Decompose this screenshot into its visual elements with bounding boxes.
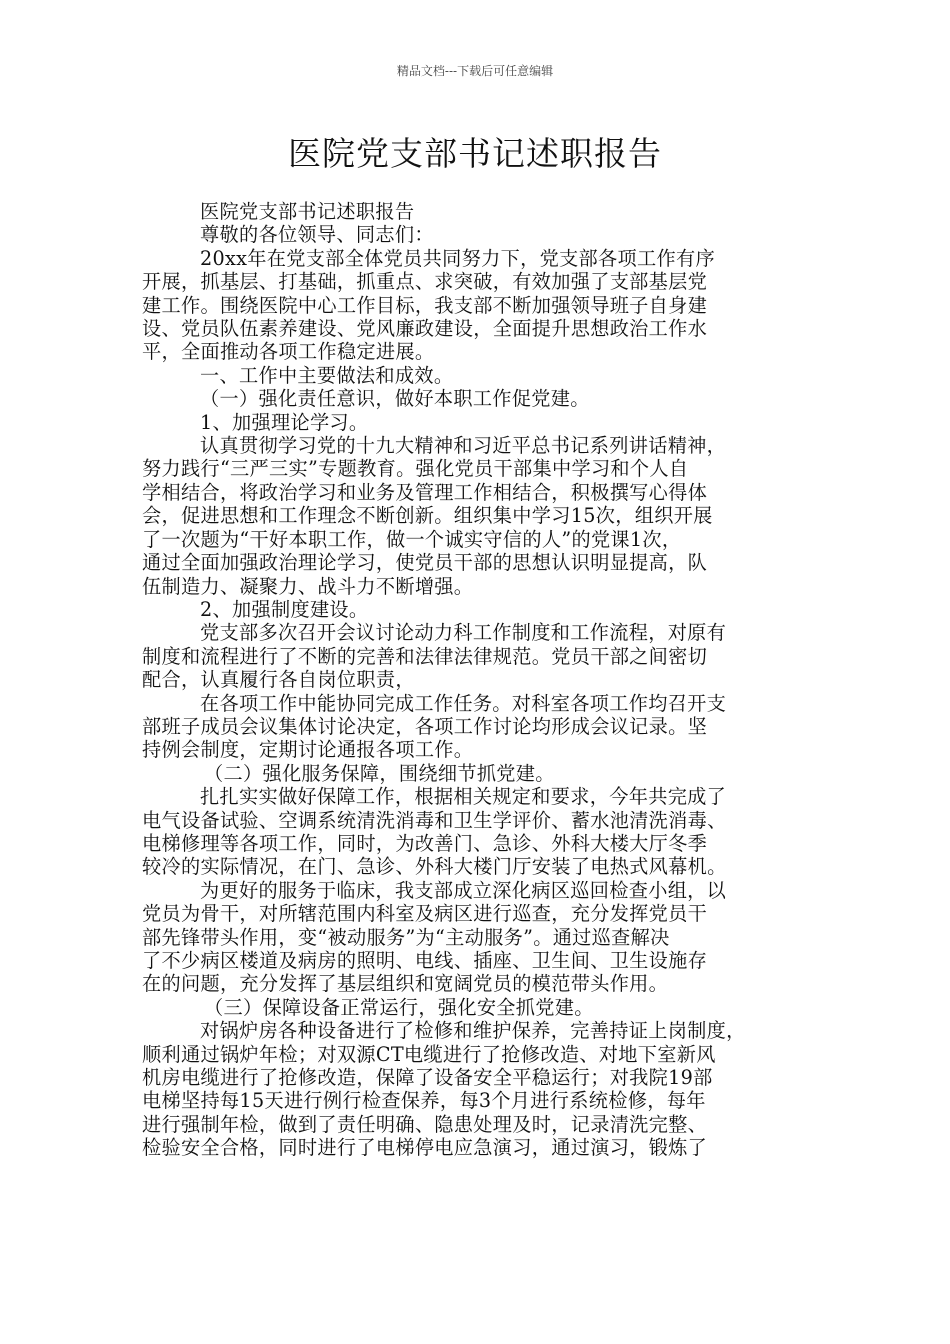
body-line: 了一次题为“干好本职工作，做一个诚实守信的人”的党课1次，: [142, 527, 682, 551]
body-line: 扎扎实实做好保障工作，根据相关规定和要求，今年共完成了: [200, 785, 727, 809]
body-line: 了不少病区楼道及病房的照明、电线、插座、卫生间、卫生设施存: [142, 949, 708, 972]
body-line: 制度和流程进行了不断的完善和法律法律规范。党员干部之间密切: [142, 644, 708, 668]
body-line: 认真贯彻学习党的十九大精神和习近平总书记系列讲话精神，: [200, 434, 727, 458]
body-line: 尊敬的各位领导、同志们：: [200, 223, 434, 247]
body-line: 部班子成员会议集体讨论决定，各项工作讨论均形成会议记录。坚: [142, 714, 708, 738]
body-line: 顺利通过锅炉年检；对双源CT电缆进行了抢修改造、对地下室新风: [142, 1042, 716, 1066]
body-line: 部先锋带头作用，变“被动服务”为“主动服务”。通过巡查解决: [142, 925, 670, 949]
body-line: 一、工作中主要做法和成效。: [200, 363, 454, 387]
body-line: 伍制造力、凝聚力、战斗力不断增强。: [142, 574, 474, 598]
body-line: 通过全面加强政治理论学习，使党员干部的思想认识明显提高，队: [142, 551, 708, 575]
body-line: 1、加强理论学习。: [200, 410, 369, 434]
body-line: 党员为骨干，对所辖范围内科室及病区进行巡查，充分发挥党员干: [142, 902, 708, 926]
body-line: （三）保障设备正常运行，强化安全抓党建。: [204, 995, 594, 1019]
body-line: 学相结合，将政治学习和业务及管理工作相结合，积极撰写心得体: [142, 480, 708, 504]
body-line: 在的问题，充分发挥了基层组织和宽阔党员的模范带头作用。: [142, 972, 669, 996]
body-line: 较冷的实际情况，在门、急诊、外科大楼门厅安装了电热式风幕机。: [142, 855, 727, 879]
body-line: 开展，抓基层、打基础，抓重点、求突破，有效加强了支部基层党: [142, 270, 708, 294]
body-line: 设、党员队伍素养建设、党风廉政建设，全面提升思想政治工作水: [142, 317, 708, 341]
body-line: 检验安全合格，同时进行了电梯停电应急演习，通过演习，锻炼了: [142, 1136, 708, 1160]
body-line: （二）强化服务保障，围绕细节抓党建。: [204, 761, 555, 785]
header-watermark: 精品文档---下载后可任意编辑: [396, 64, 554, 78]
body-line: 平，全面推动各项工作稳定进展。: [142, 340, 435, 364]
body-line: 20xx年在党支部全体党员共同努力下，党支部各项工作有序: [200, 246, 715, 270]
body-line: （一）强化责任意识，做好本职工作促党建。: [200, 387, 590, 411]
body-line: 建工作。围绕医院中心工作目标，我支部不断加强领导班子自身建: [142, 293, 708, 317]
body-line: 进行强制年检，做到了责任明确、隐患处理及时，记录清洗完整、: [142, 1112, 708, 1136]
body-line: 医院党支部书记述职报告: [200, 200, 415, 223]
body-line: 2、加强制度建设。: [200, 597, 369, 621]
body-line: 努力践行“三严三实”专题教育。强化党员干部集中学习和个人自: [142, 457, 689, 481]
body-line: 机房电缆进行了抢修改造，保障了设备安全平稳运行；对我院19部: [142, 1066, 713, 1090]
body-line: 配合，认真履行各自岗位职责，: [142, 668, 415, 692]
document-body: [142, 200, 812, 1160]
body-line: 电气设备试验、空调系统清洗消毒和卫生学评价、蓄水池清洗消毒、: [142, 808, 727, 832]
body-line: 会，促进思想和工作理念不断创新。组织集中学习15次，组织开展: [142, 504, 713, 528]
body-line: 在各项工作中能协同完成工作任务。对科室各项工作均召开支: [200, 691, 727, 715]
body-line: 电梯坚持每15天进行例行检查保养，每3个月进行系统检修，每年: [142, 1089, 706, 1113]
body-line: 电梯修理等各项工作，同时，为改善门、急诊、外科大楼大厅冬季: [142, 831, 708, 855]
body-line: 为更好的服务于临床，我支部成立深化病区巡回检查小组，以: [200, 878, 727, 902]
body-line: 对锅炉房各种设备进行了检修和维护保养，完善持证上岗制度，: [200, 1019, 746, 1043]
document-title: 医院党支部书记述职报告: [288, 134, 662, 173]
body-line: 党支部多次召开会议讨论动力科工作制度和工作流程，对原有: [200, 621, 727, 645]
body-line: 持例会制度，定期讨论通报各项工作。: [142, 738, 474, 762]
